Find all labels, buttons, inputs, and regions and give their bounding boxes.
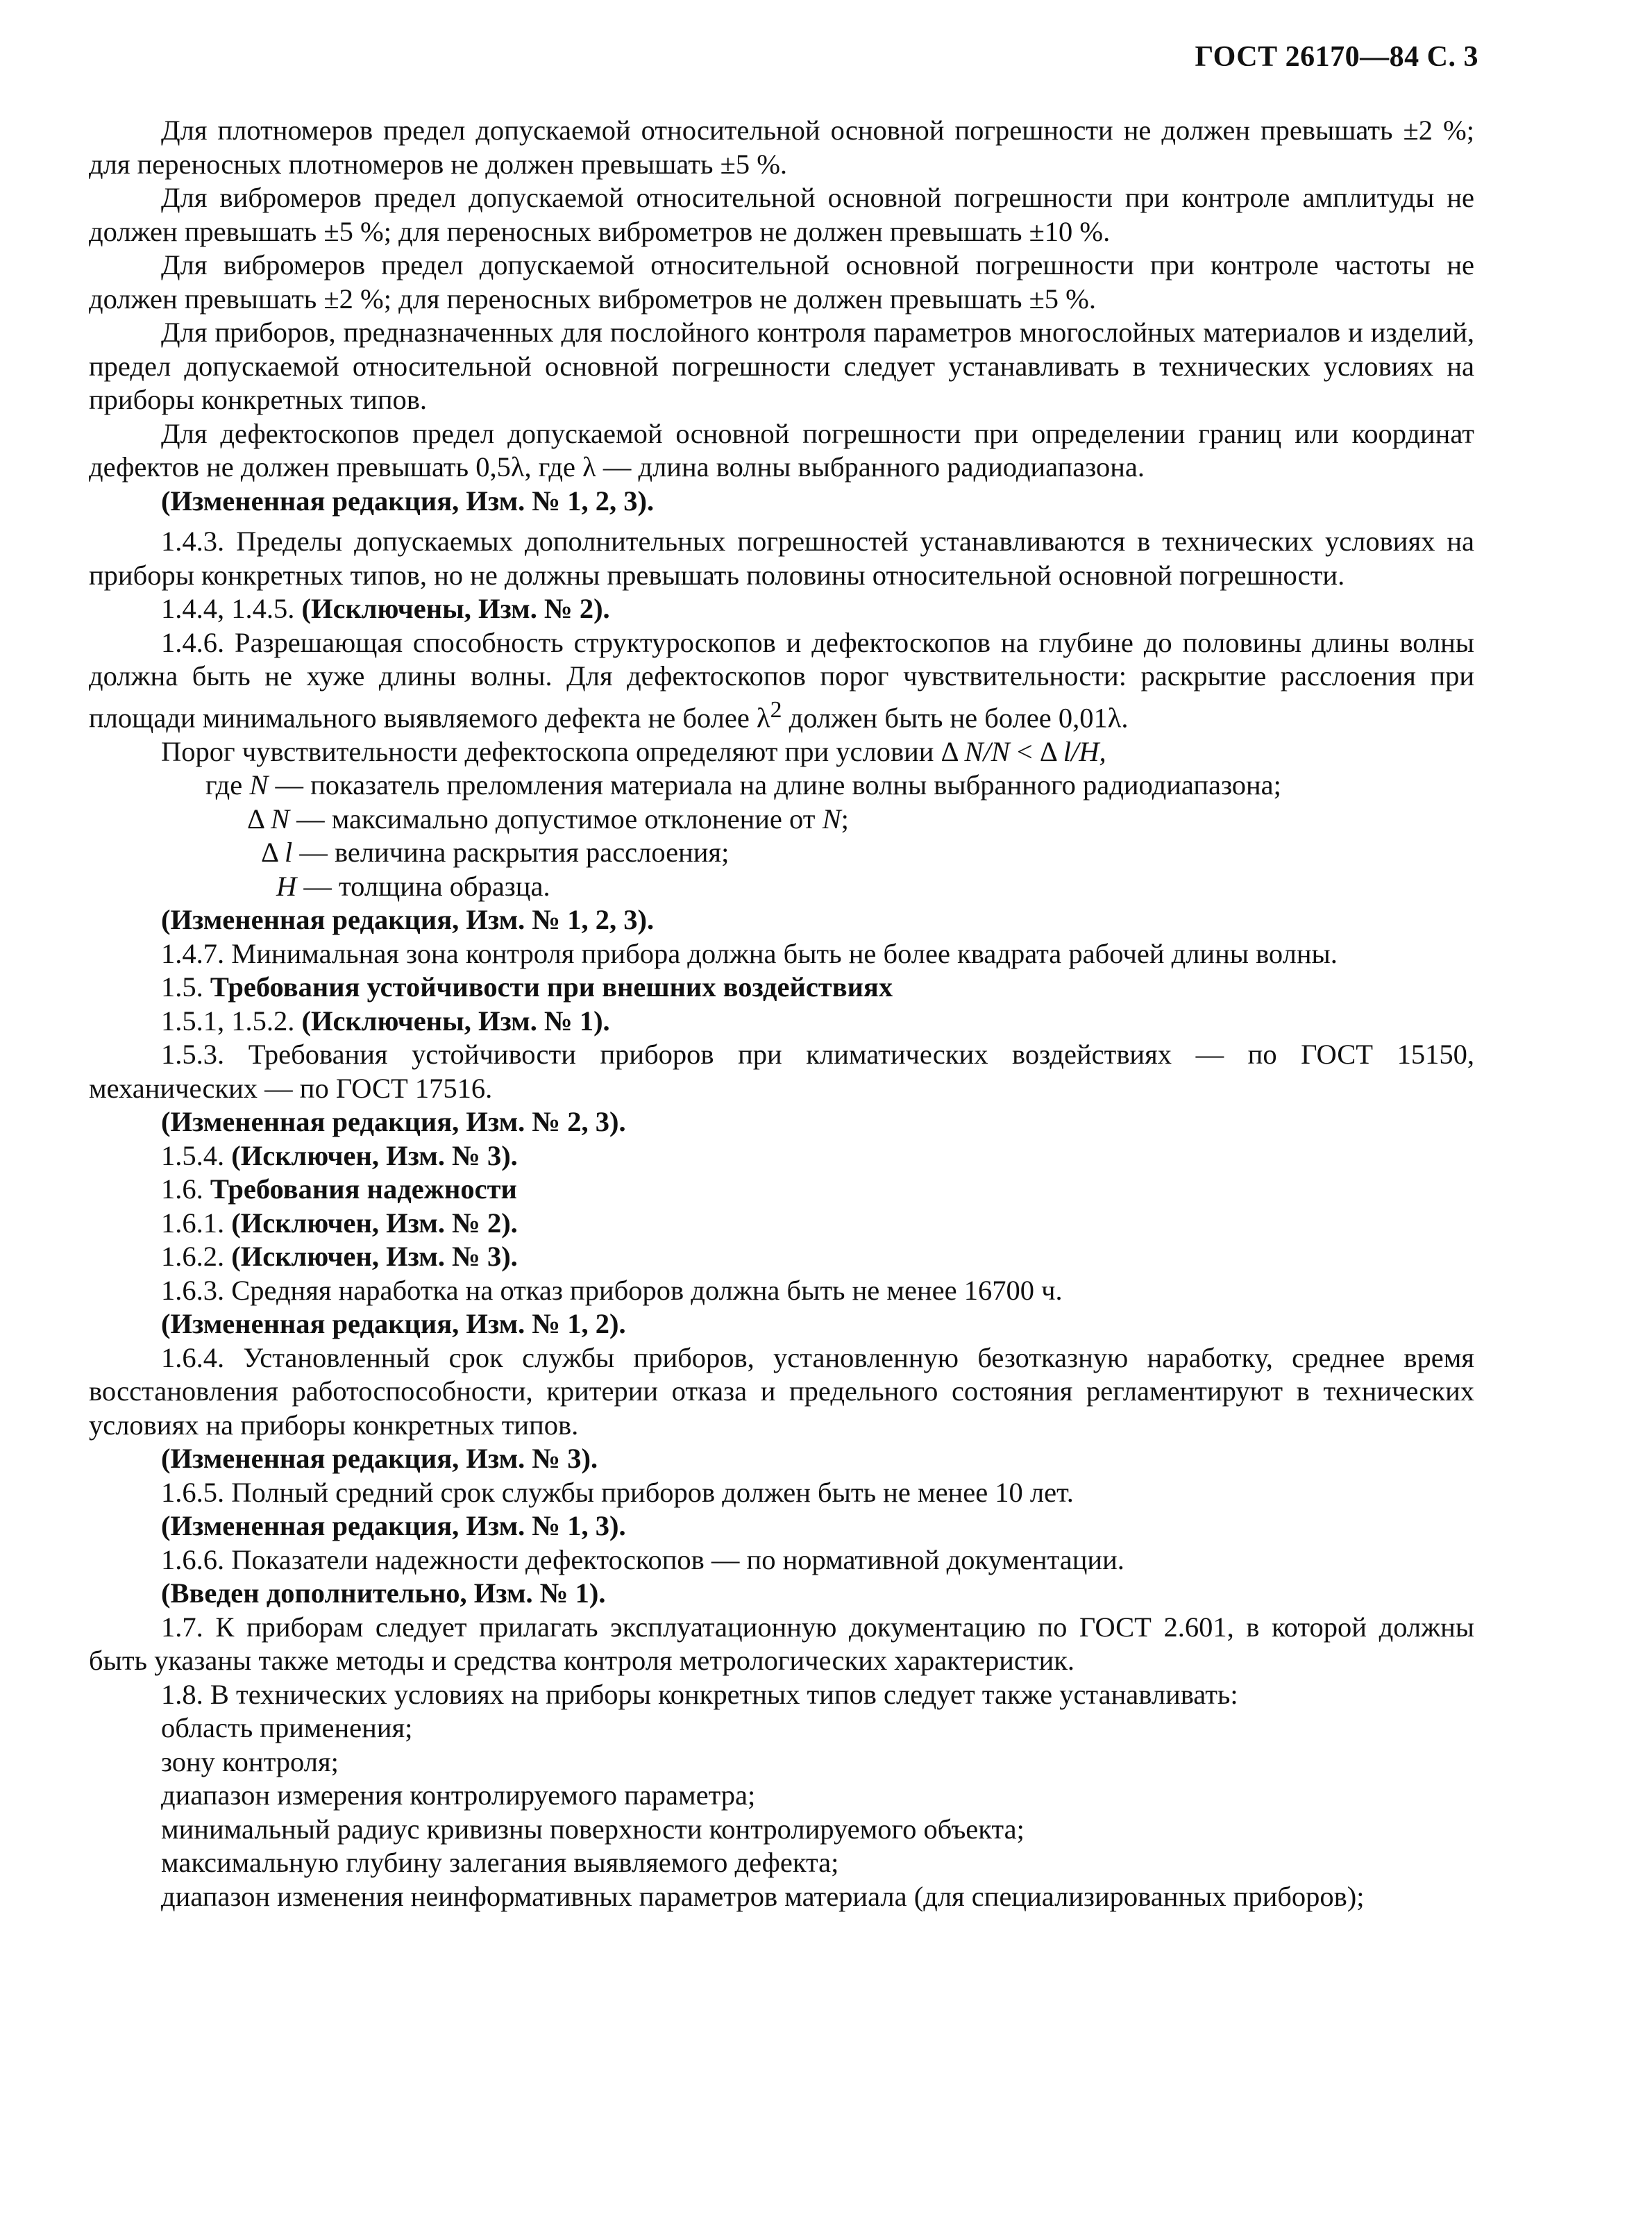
sensitivity-condition xyxy=(89,735,1474,769)
definition-prefix: Δ xyxy=(261,837,285,868)
amendment-note: (Измененная редакция, Изм. № 1, 2, 3). xyxy=(161,485,655,517)
page-header: ГОСТ 26170—84 С. 3 xyxy=(1195,41,1478,73)
list-item: область применения; xyxy=(161,1712,413,1743)
clause-1-6-2 xyxy=(89,1240,1474,1274)
list-item: зону контроля; xyxy=(161,1745,339,1777)
variable: H xyxy=(276,870,297,902)
amendment-note: (Исключен, Изм. № 3). xyxy=(231,1241,518,1272)
amendment-note: (Измененная редакция, Изм. № 1, 2, 3). xyxy=(161,904,655,935)
formula-operator: < Δ xyxy=(1009,735,1063,767)
formula-part: N/N xyxy=(964,735,1010,767)
definition-delta-l xyxy=(89,836,1474,870)
clause-number: 1.6.1. xyxy=(161,1207,232,1239)
amendment-note: (Измененная редакция, Изм. № 3). xyxy=(161,1443,598,1474)
clause-1-8: 1.8. В технических условиях на приборы конкретных типов следует также устанавливать: xyxy=(161,1678,1238,1710)
variable: N xyxy=(270,803,289,835)
clause-text: 1.4.6. Разрешающая способность структуроскопов и дефектоскопов на глубине до половины длины волны должна быть не хуже длины волны. Для дефектоскопов порог чувствительности: раскрытие расслоения при площади минимального выявляемого дефекта не более λ xyxy=(89,626,1474,733)
definition-h xyxy=(89,870,1474,904)
clause-1-4-4 xyxy=(89,592,1474,626)
clause-1-4-3: 1.4.3. Пределы допускаемых дополнительных погрешностей устанавливаются в технических условиях на приборы конкретных типов, но не должны превышать половины относительной основной погрешности. xyxy=(89,526,1474,591)
amendment-note: (Исключен, Изм. № 3). xyxy=(231,1139,518,1171)
clause-number: 1.6.2. xyxy=(161,1241,232,1272)
paragraph-flaw-detectors: Для дефектоскопов предел допускаемой основной погрешности при определении границ или координат дефектов не должен превышать 0,5λ, где λ — длина волны выбранного радиодиапазона. xyxy=(89,417,1474,483)
clause-number: 1.6. xyxy=(161,1173,210,1205)
clause-number: 1.4.4, 1.4.5. xyxy=(161,593,295,624)
definition-text: — показатель преломления материала на длине волны выбранного радиодиапазона; xyxy=(268,769,1281,801)
formula-part: l/H, xyxy=(1063,735,1106,767)
amendment-note: (Измененная редакция, Изм. № 1, 3). xyxy=(161,1510,626,1541)
definition-text: — максимально допустимое отклонение от xyxy=(289,803,823,835)
list-item: минимальный радиус кривизны поверхности контролируемого объекта; xyxy=(161,1813,1025,1845)
clause-number: 1.5. xyxy=(161,971,210,1003)
clause-number: 1.5.4. xyxy=(161,1139,232,1171)
amendment-note: (Измененная редакция, Изм. № 1, 2). xyxy=(161,1308,626,1339)
amendment-note: (Измененная редакция, Изм. № 2, 3). xyxy=(161,1106,626,1137)
clause-number: 1.5.1, 1.5.2. xyxy=(161,1005,302,1037)
definition-prefix: где xyxy=(205,769,250,801)
clause-1-6-4: 1.6.4. Установленный срок службы приборов, установленную безотказную наработку, среднее время восстановления работоспособности, критерии отказа и предельного состояния регламентируют в технических условиях на приборы конкретных типов. xyxy=(89,1341,1474,1441)
definition-prefix: Δ xyxy=(247,803,271,835)
definition-delta-n xyxy=(89,803,1474,837)
clause-1-6-1 xyxy=(89,1207,1474,1241)
list-item: максимальную глубину залегания выявляемого дефекта; xyxy=(161,1847,839,1878)
paragraph-vibrometers-frequency: Для вибромеров предел допускаемой относительной основной погрешности при контроле частоты не должен превышать ±2 %; для переносных виброметров не должен превышать ±5 %. xyxy=(89,249,1474,315)
clause-1-6-3: 1.6.3. Средняя наработка на отказ приборов должна быть не менее 16700 ч. xyxy=(161,1274,1063,1306)
document-body xyxy=(89,114,1474,1913)
section-1-6-heading xyxy=(89,1173,1474,1207)
section-title: Требования надежности xyxy=(210,1173,517,1205)
section-1-5-heading xyxy=(89,971,1474,1005)
list-item: диапазон изменения неинформативных параметров материала (для специализированных приборов); xyxy=(161,1880,1365,1912)
clause-1-5-1 xyxy=(89,1005,1474,1039)
section-title: Требования устойчивости при внешних воздействиях xyxy=(210,971,893,1003)
clause-1-5-4 xyxy=(89,1139,1474,1173)
clause-1-6-6: 1.6.6. Показатели надежности дефектоскопов — по нормативной документации. xyxy=(161,1543,1124,1575)
amendment-note: (Исключены, Изм. № 2). xyxy=(301,593,610,624)
superscript: 2 xyxy=(770,696,782,723)
paragraph-density-meters: Для плотномеров предел допускаемой относительной основной погрешности не должен превышать ±2 %; для переносных плотномеров не должен превышать ±5 %. xyxy=(89,115,1474,180)
clause-1-4-6 xyxy=(89,626,1474,735)
amendment-note: (Исключен, Изм. № 2). xyxy=(231,1207,518,1239)
variable: N xyxy=(249,769,269,801)
variable: N xyxy=(822,803,841,835)
definition-n xyxy=(89,769,1474,803)
clause-1-7: 1.7. К приборам следует прилагать эксплуатационную документацию по ГОСТ 2.601, в которой должны быть указаны также методы и средства контроля метрологических характеристик. xyxy=(89,1611,1474,1676)
condition-text: Порог чувствительности дефектоскопа определяют при условии Δ xyxy=(161,735,965,767)
paragraph-vibrometers-amplitude: Для вибромеров предел допускаемой относительной основной погрешности при контроле амплитуды не должен превышать ±5 %; для переносных виброметров не должен превышать ±10 %. xyxy=(89,182,1474,247)
definition-end: ; xyxy=(841,803,849,835)
clause-1-4-7: 1.4.7. Минимальная зона контроля прибора должна быть не более квадрата рабочей длины волны. xyxy=(161,937,1338,969)
clause-1-6-5: 1.6.5. Полный средний срок службы приборов должен быть не менее 10 лет. xyxy=(161,1476,1074,1508)
definition-text: — толщина образца. xyxy=(296,870,550,902)
amendment-note: (Исключены, Изм. № 1). xyxy=(301,1005,610,1037)
definition-text: — величина раскрытия расслоения; xyxy=(292,837,730,868)
clause-1-5-3: 1.5.3. Требования устойчивости приборов при климатических воздействиях — по ГОСТ 15150, механических — по ГОСТ 17516. xyxy=(89,1039,1474,1104)
paragraph-layered-control: Для приборов, предназначенных для послойного контроля параметров многослойных материалов и изделий, предел допускаемой относительной основной погрешности следует устанавливать в технических условиях на приборы конкретных типов. xyxy=(89,317,1474,415)
clause-text-end: должен быть не более 0,01λ. xyxy=(782,702,1129,733)
amendment-note: (Введен дополнительно, Изм. № 1). xyxy=(161,1577,606,1609)
list-item: диапазон измерения контролируемого параметра; xyxy=(161,1779,756,1811)
variable: l xyxy=(284,837,293,868)
